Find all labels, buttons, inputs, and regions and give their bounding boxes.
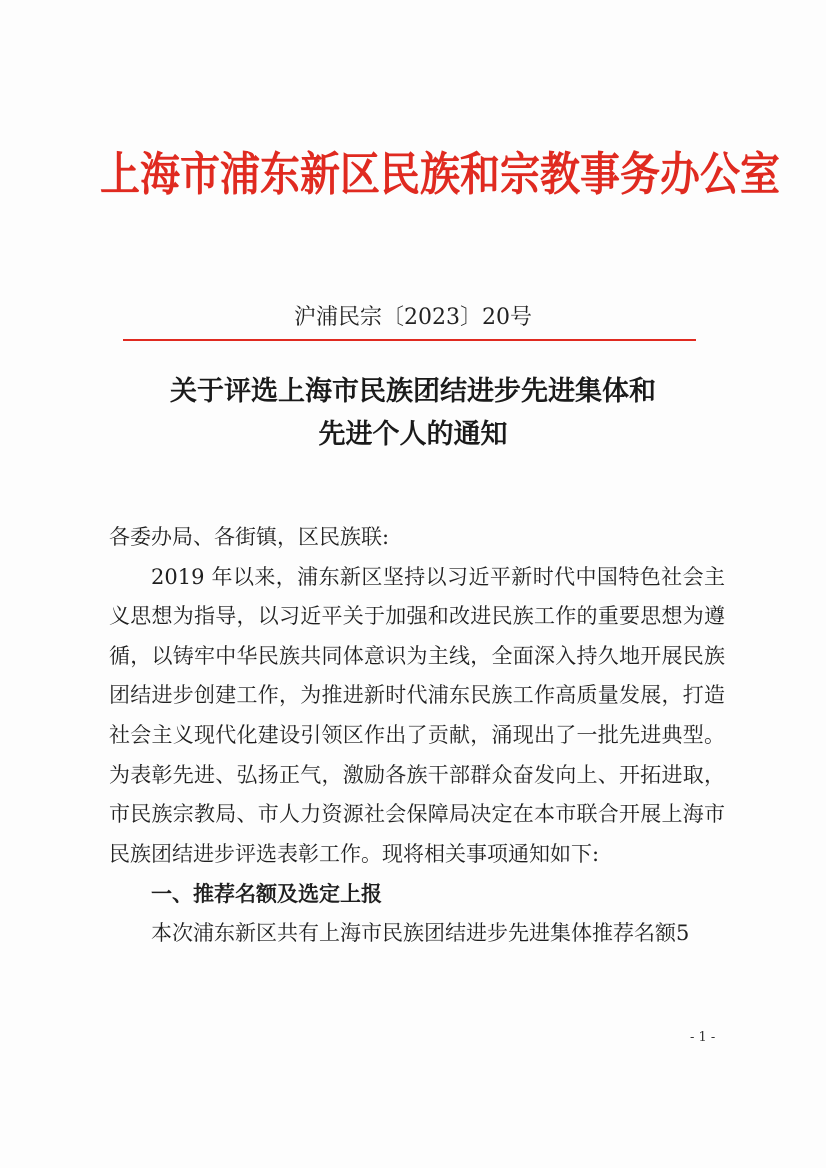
organization-header: 上海市浦东新区民族和宗教事务办公室 — [100, 147, 780, 202]
section-heading-1: 一、推荐名额及选定上报 — [151, 881, 382, 907]
paragraph-intro: 2019 年以来，浦东新区坚持以习近平新时代中国特色社会主义思想为指导，以习近平关于加强和改进民族工作的重要思想为遵循，以铸牢中华民族共同体意识为主线，全面深入持久地开展民族团结进步创建工作，为推进新时代浦东民族工作高质量发展，打造社会主义现代化建设引领区作出了贡献，涌现出了一批先进典型。为表彰先进、弘扬正气，激励各族干部群众奋发向上、开拓进取，市民族宗教局、市人力资源社会保障局决定在本市联合开展上海市民族团结进步评选表彰工作。现将相关事项通知如下: — [109, 564, 725, 866]
document-number: 沪浦民宗〔2023〕20号 — [294, 305, 532, 330]
paragraph-quota: 本次浦东新区共有上海市民族团结进步先进集体推荐名额5 — [151, 920, 690, 945]
red-divider-line — [123, 339, 696, 341]
title-line-1: 关于评选上海市民族团结进步先进集体和 — [170, 376, 656, 407]
document-title — [90, 370, 736, 456]
title-line-2: 先进个人的通知 — [318, 419, 508, 450]
page-number: - 1 - — [690, 1030, 716, 1045]
document-body — [109, 518, 725, 954]
salutation: 各委办局、各街镇，区民族联: — [109, 525, 390, 549]
